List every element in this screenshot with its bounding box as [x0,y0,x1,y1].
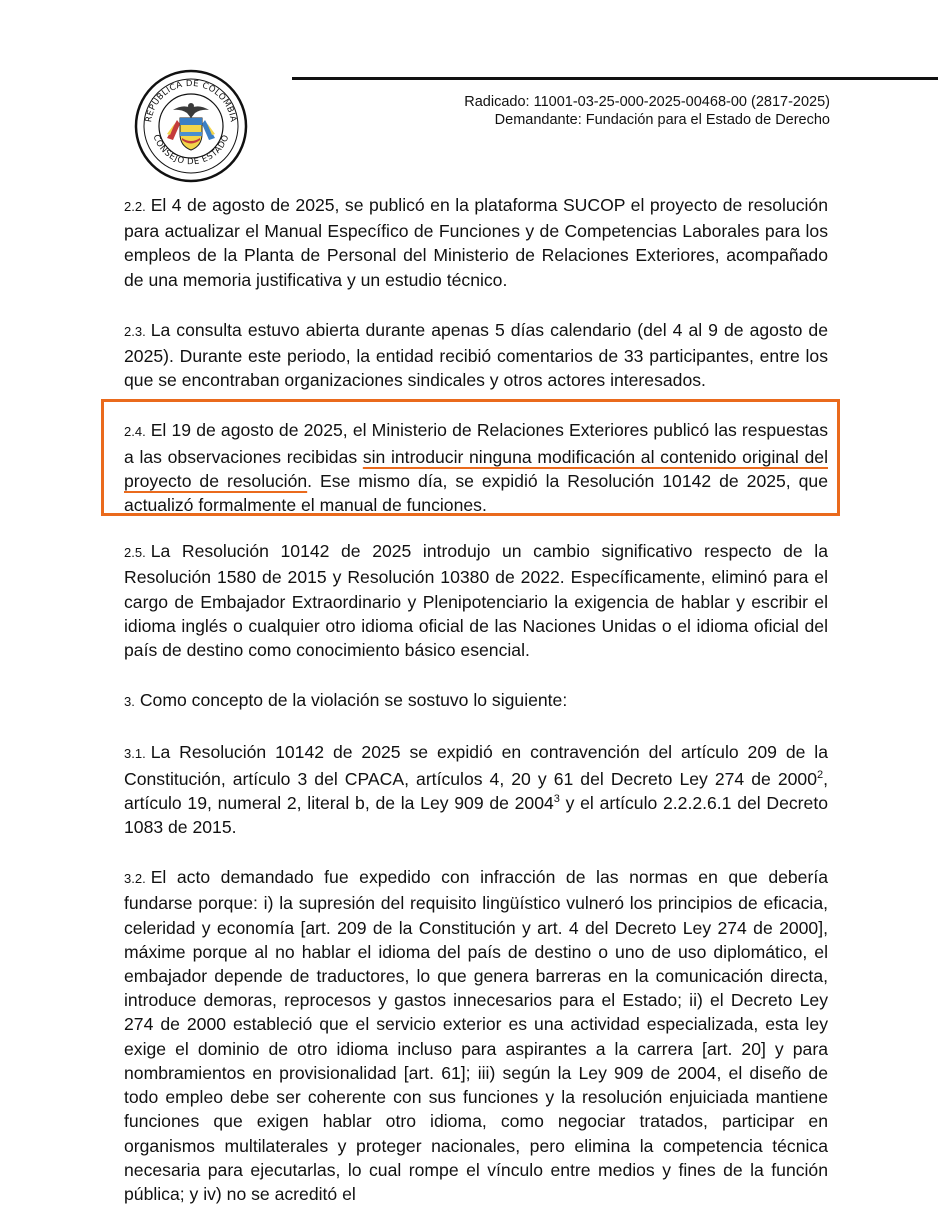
paragraph-text: El 4 de agosto de 2025, se publicó en la plataforma SUCOP el proyecto de resolución para actualizar el Manual Específico de Funciones y de Competencias Laborales para los empleos de la Planta de Personal del Ministerio de Relaciones Exteriores, acompañado de una memoria justificativa y un estudio técnico. [124,195,828,290]
footnote-ref: 2 [816,768,824,781]
paragraph-number: 3. [124,694,135,710]
radicado-text: Radicado: 11001-03-25-000-2025-00468-00 (2817-2025) [464,94,830,110]
paragraph-text: y el artículo 2.2.2.6.1 del Decreto 1083 de 2015. [124,792,828,838]
paragraph-3 [124,688,828,714]
footnote-ref: 3 [553,793,560,805]
paragraph-text: La Resolución 10142 de 2025 introdujo un cambio significativo respecto de la Resolución 1580 de 2015 y Resolución 10380 de 2022. Específicamente, eliminó para el cargo de Embajador Extraordinario y Plenipotenciario la exigencia de hablar y escribir el idioma inglés o cualquier otro idioma oficial de las Naciones Unidas o el idioma oficial del país de destino como conocimiento básico esencial. [124,541,828,661]
paragraph-text: Como concepto de la violación se sostuvo lo siguiente: [139,690,568,711]
paragraph-text: . Ese mismo día, se expidió la Resolución 10142 de 2025, que actualizó formalmente el manual de funciones. [124,470,828,516]
demandante-text: Demandante: Fundación para el Estado de Derecho [494,112,830,128]
header-meta [464,93,830,129]
paragraph-text: El 19 de agosto de 2025, el Ministerio de Relaciones Exteriores publicó las respuestas a las observaciones recibidas [124,420,828,467]
paragraph-2-3 [124,318,828,393]
paragraph-text: , artículo 19, numeral 2, literal b, de la Ley 909 de 2004 [124,768,828,813]
seal-bottom-text: CONSEJO DE ESTADO [150,133,232,168]
paragraph-number: 2.4. [124,424,146,440]
underlined-text: sin introducir ninguna modificación al contenido original del proyecto de resolución [124,446,828,491]
paragraph-number: 2.3. [124,323,146,339]
seal-top-text: REPÚBLICA DE COLOMBIA [144,78,238,124]
paragraph-2-2 [124,193,828,292]
paragraph-2-5 [124,539,828,662]
paragraph-2-4 [124,418,828,517]
paragraph-3-2 [124,865,828,1206]
header-rule [292,77,938,80]
document-body [124,193,828,1232]
paragraph-number: 3.1. [124,746,146,762]
paragraph-text: El acto demandado fue expedido con infracción de las normas en que debería fundarse porque: i) la supresión del requisito lingüístico vulneró los principios de eficacia, celeridad y economía [art. 209 de la Constitución y art. 4 del Decreto Ley 274 de 2000], máxime porque al no hablar el idioma del país de destino o uno de uso diplomático, el embajador depende de traductores, lo que genera barreras en la comunicación directa, introduce demoras, reprocesos y gastos innecesarios para el Estado; ii) el Decreto Ley 274 de 2000 estableció que el servicio exterior es una actividad especializada, esta ley exige el dominio de otro idioma incluso para aspirantes a la carrera [art. 20] y para nombramientos en provisionalidad [art. 61]; iii) según la Ley 909 de 2004, el diseño de todo empleo debe ser coherente con sus funciones y la resolución enjuiciada mantiene funciones que exigen hablar otro idioma, como negociar tratados, participar en organismos multilaterales y proteger nacionales, pero elimina la competencia técnica necesaria para ejecutarlas, lo cual rompe el vínculo entre medios y fines de la función pública; y iv) no se acreditó el [124,867,828,1204]
paragraph-number: 2.2. [124,199,146,214]
consejo-de-estado-seal-logo [133,68,249,184]
paragraph-text: La consulta estuvo abierta durante apenas 5 días calendario (del 4 al 9 de agosto de 2025). Durante este periodo, la entidad recibió comentarios de 33 participantes, entre los que se encontraban organizaciones sindicales y otros actores interesados. [124,319,828,391]
paragraph-number: 3.2. [124,871,146,887]
paragraph-3-1 [124,740,828,839]
paragraph-text: La Resolución 10142 de 2025 se expidió en contravención del artículo 209 de la Constitución, artículo 3 del CPACA, artículos 4, 20 y 61 del Decreto Ley 274 de 2000 [124,742,828,789]
paragraph-number: 2.5. [124,545,146,561]
